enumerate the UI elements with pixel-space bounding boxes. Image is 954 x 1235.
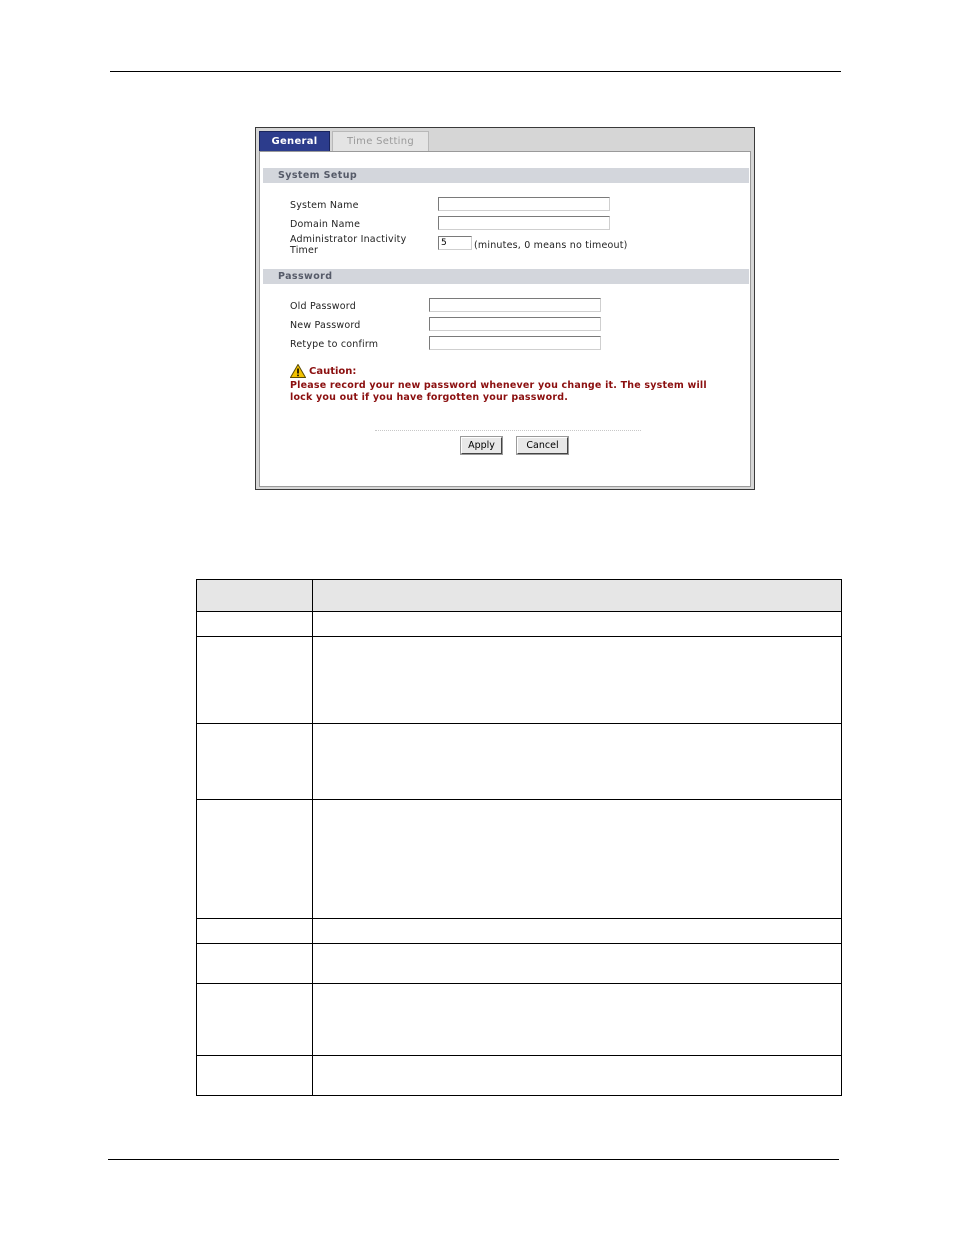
table-cell bbox=[313, 800, 842, 919]
inactivity-timer-input[interactable]: 5 bbox=[438, 236, 472, 250]
domain-name-label: Domain Name bbox=[290, 219, 361, 230]
inactivity-timer-label-line2: Timer bbox=[290, 245, 319, 256]
header-rule bbox=[110, 71, 841, 72]
table-cell bbox=[197, 984, 313, 1056]
caution-line-1: Please record your new password whenever you change it. The system will bbox=[290, 380, 707, 391]
table-cell bbox=[313, 944, 842, 984]
footer-rule bbox=[108, 1159, 839, 1160]
apply-button[interactable]: Apply bbox=[461, 437, 502, 454]
domain-name-input[interactable] bbox=[438, 216, 610, 230]
tab-time-setting[interactable]: Time Setting bbox=[332, 131, 429, 151]
retype-password-input[interactable] bbox=[429, 336, 601, 350]
table-row bbox=[197, 612, 842, 637]
caution-line-2: lock you out if you have forgotten your password. bbox=[290, 392, 569, 403]
tab-general[interactable]: General bbox=[259, 131, 330, 151]
caution-title: Caution: bbox=[309, 366, 357, 377]
warning-icon bbox=[290, 364, 306, 378]
table-cell bbox=[313, 919, 842, 944]
table-cell bbox=[313, 637, 842, 724]
table-header-cell bbox=[197, 580, 313, 612]
retype-password-label: Retype to confirm bbox=[290, 339, 379, 350]
caution-message bbox=[290, 380, 740, 404]
new-password-label: New Password bbox=[290, 320, 361, 331]
screenshot-window bbox=[255, 127, 755, 490]
table-row bbox=[197, 944, 842, 984]
table-cell bbox=[197, 919, 313, 944]
old-password-label: Old Password bbox=[290, 301, 356, 312]
button-divider bbox=[375, 430, 641, 432]
system-name-input[interactable] bbox=[438, 197, 610, 211]
table-cell bbox=[313, 984, 842, 1056]
table-row bbox=[197, 1056, 842, 1096]
table-cell bbox=[313, 1056, 842, 1096]
table-header-row bbox=[197, 580, 842, 612]
table-row bbox=[197, 800, 842, 919]
table-cell bbox=[313, 612, 842, 637]
inactivity-timer-label-line1: Administrator Inactivity bbox=[290, 234, 407, 245]
old-password-input[interactable] bbox=[429, 298, 601, 312]
table-cell bbox=[197, 1056, 313, 1096]
table-cell bbox=[197, 800, 313, 919]
table-header-cell bbox=[313, 580, 842, 612]
inactivity-timer-hint: (minutes, 0 means no timeout) bbox=[474, 240, 628, 251]
settings-panel bbox=[259, 151, 751, 487]
table-cell bbox=[197, 724, 313, 800]
table-cell bbox=[197, 612, 313, 637]
table-row bbox=[197, 984, 842, 1056]
table-cell bbox=[313, 724, 842, 800]
table-cell bbox=[197, 944, 313, 984]
table-cell bbox=[197, 637, 313, 724]
section-system-setup: System Setup bbox=[263, 168, 749, 183]
system-name-label: System Name bbox=[290, 200, 359, 211]
cancel-button[interactable]: Cancel bbox=[517, 437, 568, 454]
section-password: Password bbox=[263, 269, 749, 284]
table-row bbox=[197, 724, 842, 800]
table-row bbox=[197, 637, 842, 724]
table-row bbox=[197, 919, 842, 944]
field-description-table bbox=[196, 579, 842, 1096]
new-password-input[interactable] bbox=[429, 317, 601, 331]
